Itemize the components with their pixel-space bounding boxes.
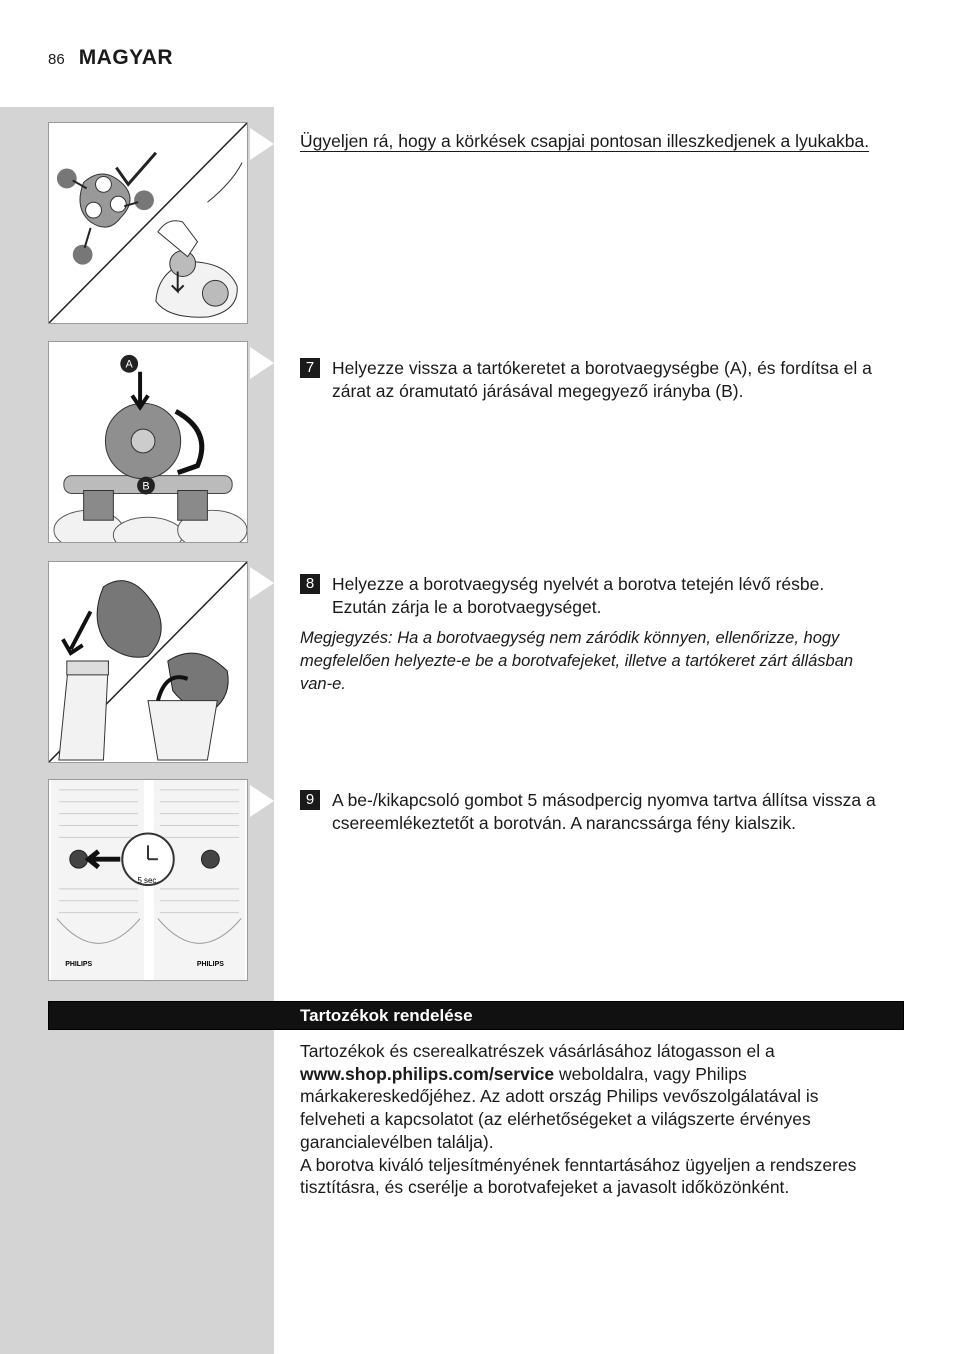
holder-lock-illustration (49, 342, 247, 542)
paragraph-1-start: Tartozékok és cserealkatrészek vásárlásához látogasson el a (300, 1041, 775, 1061)
step-9 (300, 789, 900, 835)
figure-reset-reminder (48, 779, 248, 981)
section-body (300, 1040, 860, 1199)
section-title: Tartozékok rendelése (300, 1006, 473, 1025)
timer-label: 5 sec. (137, 875, 159, 885)
reset-reminder-illustration (49, 780, 247, 980)
section-heading-bar (48, 1001, 904, 1030)
language-title: MAGYAR (78, 46, 174, 69)
step-number: 9 (300, 790, 320, 810)
step-text: Helyezze a borotvaegység nyelvét a borotva tetején lévő résbe. Ezután zárja le a borotvaegységet. (332, 574, 825, 617)
figure-pointer (250, 785, 274, 817)
figure-holder-lock (48, 341, 248, 543)
step-7 (300, 357, 890, 403)
cutter-alignment-illustration (49, 123, 247, 323)
figure-pointer (250, 347, 274, 379)
step-note: Megjegyzés: Ha a borotvaegység nem záródik könnyen, ellenőrizze, hogy megfelelően helyezte-e be a borotvafejeket, illetve a tartókeret zárt állásban van-e. (300, 629, 854, 693)
paragraph-1 (300, 1040, 860, 1154)
paragraph-2: A borotva kiváló teljesítményének fenntartásához ügyeljen a rendszeres tisztításra, és cserélje a borotvafejeket a javasolt időközönként. (300, 1154, 857, 1198)
label-b: B (142, 480, 150, 493)
unit-closing-illustration (49, 562, 247, 762)
figure-pointer (250, 567, 274, 599)
step-text: A be-/kikapcsoló gombot 5 másodpercig nyomva tartva állítsa vissza a csereemlékeztetőt a borotván. A narancssárga fény kialszik. (332, 790, 876, 833)
step-text: Helyezze vissza a tartókeretet a borotvaegységbe (A), és fordítsa el a zárat az óramutató járásával megegyező irányba (B). (332, 358, 872, 401)
figure-cutter-alignment (48, 122, 248, 324)
figure-pointer (250, 128, 274, 160)
shop-link[interactable]: www.shop.philips.com/service (300, 1063, 555, 1084)
paragraph-1-end: weboldalra, vagy Philips márkakereskedőjéhez. Az adott ország Philips vevőszolgálatával is felveheti a kapcsolatot (az elérhetőségeket a világszerte érvényes garancialevélben találja). (300, 1063, 819, 1152)
step-number: 7 (300, 358, 320, 378)
step-8 (300, 573, 880, 696)
brand-right: PHILIPS (196, 961, 224, 969)
brand-left: PHILIPS (65, 961, 93, 969)
page-number: 86 (48, 51, 65, 68)
page-header (48, 46, 173, 70)
step-number: 8 (300, 574, 320, 594)
figure-unit-closing (48, 561, 248, 763)
intro-text (300, 130, 900, 153)
intro-sentence: Ügyeljen rá, hogy a körkések csapjai pontosan illeszkedjenek a lyukakba. (300, 131, 870, 151)
label-a: A (125, 358, 133, 371)
